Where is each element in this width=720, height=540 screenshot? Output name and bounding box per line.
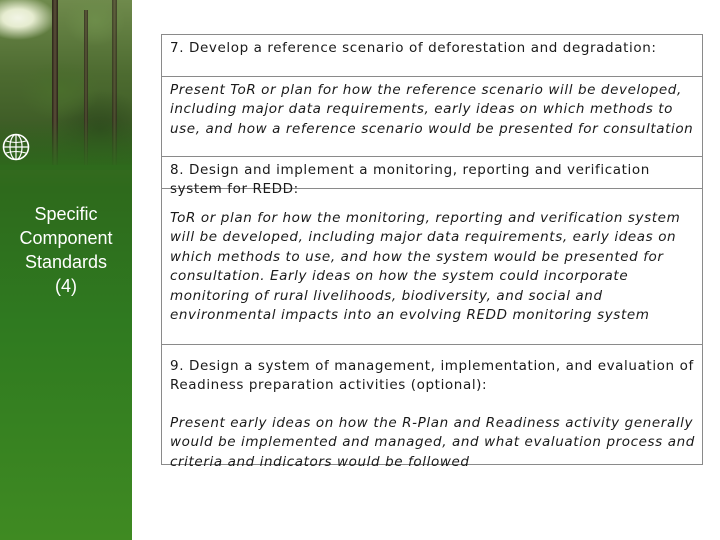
fcpf-globe-logo-icon — [2, 133, 30, 161]
section-7-body-cell — [162, 77, 702, 157]
section-body: ToR or plan for how the monitoring, reporting and verification system will be developed, including major data requirements, early ideas on which methods to use, and how the system would be presented for consultation. Early ideas on how the system could incorporate monitoring of rural livelihoods, biodiversity, and social and environmental impacts into an evolving REDD monitoring system — [170, 210, 681, 324]
sidebar-title-line: Standards — [24, 252, 108, 272]
sidebar-title — [0, 202, 132, 298]
section-8-body-cell — [162, 189, 702, 345]
section-heading: 8. Design and implement a monitoring, reporting and verification system for REDD: — [170, 162, 650, 198]
section-9-cell — [162, 345, 702, 470]
section-body: Present ToR or plan for how the reference scenario will be developed, including major data requirements, early ideas on which methods to use, and how a reference scenario would be presented for consultation — [170, 82, 694, 137]
section-body: Present early ideas on how the R-Plan and Readiness activity generally would be implemented and managed, and what evaluation process and criteria and indicators would be followed — [170, 414, 695, 470]
standards-table — [161, 34, 703, 470]
section-heading: 9. Design a system of management, implementation, and evaluation of Readiness preparation activities (optional): — [170, 358, 694, 394]
section-7-heading-cell — [162, 35, 702, 77]
section-8-heading-cell — [162, 157, 702, 198]
sidebar — [0, 0, 132, 540]
sidebar-title-line: Specific — [34, 204, 98, 224]
sidebar-title-line: (4) — [55, 276, 77, 296]
section-heading: 7. Develop a reference scenario of deforestation and degradation: — [170, 40, 657, 56]
sidebar-title-line: Component — [19, 228, 113, 248]
